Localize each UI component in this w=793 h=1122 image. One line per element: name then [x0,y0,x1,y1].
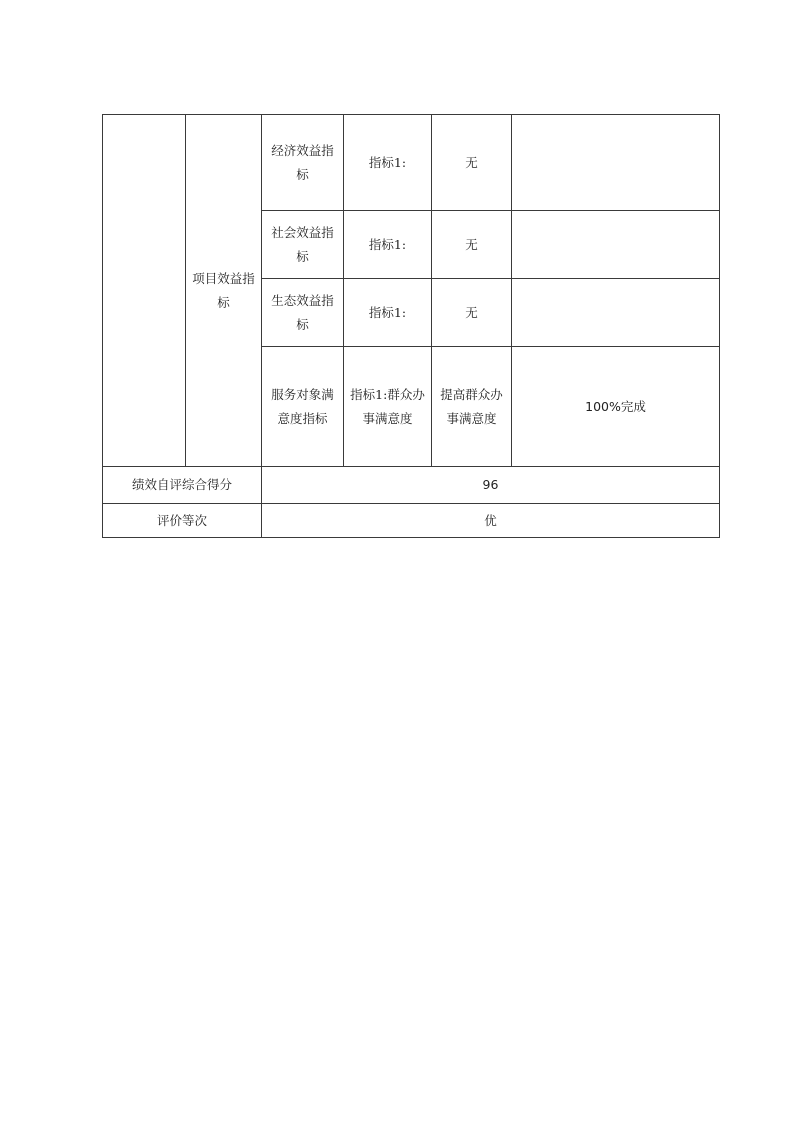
subcategory-cell: 社会效益指标 [262,211,344,279]
blank-category-cell [103,115,186,467]
subcategory-cell: 生态效益指标 [262,279,344,347]
actual-cell [512,211,720,279]
actual-cell [512,115,720,211]
subcategory-cell: 经济效益指标 [262,115,344,211]
target-cell: 无 [432,115,512,211]
score-label: 绩效自评综合得分 [103,467,262,504]
target-cell: 无 [432,279,512,347]
grade-row [103,504,720,538]
target-cell: 无 [432,211,512,279]
target-cell: 提高群众办事满意度 [432,347,512,467]
indicator-cell: 指标1: [344,115,432,211]
actual-cell [512,279,720,347]
performance-evaluation-table [102,114,720,538]
indicator-cell: 指标1: [344,211,432,279]
grade-label: 评价等次 [103,504,262,538]
subcategory-cell: 服务对象满意度指标 [262,347,344,467]
grade-value: 优 [262,504,720,538]
group-label-cell: 项目效益指标 [186,115,262,467]
score-row [103,467,720,504]
score-value: 96 [262,467,720,504]
table-row [103,115,720,211]
indicator-cell: 指标1:群众办事满意度 [344,347,432,467]
actual-cell: 100%完成 [512,347,720,467]
indicator-cell: 指标1: [344,279,432,347]
